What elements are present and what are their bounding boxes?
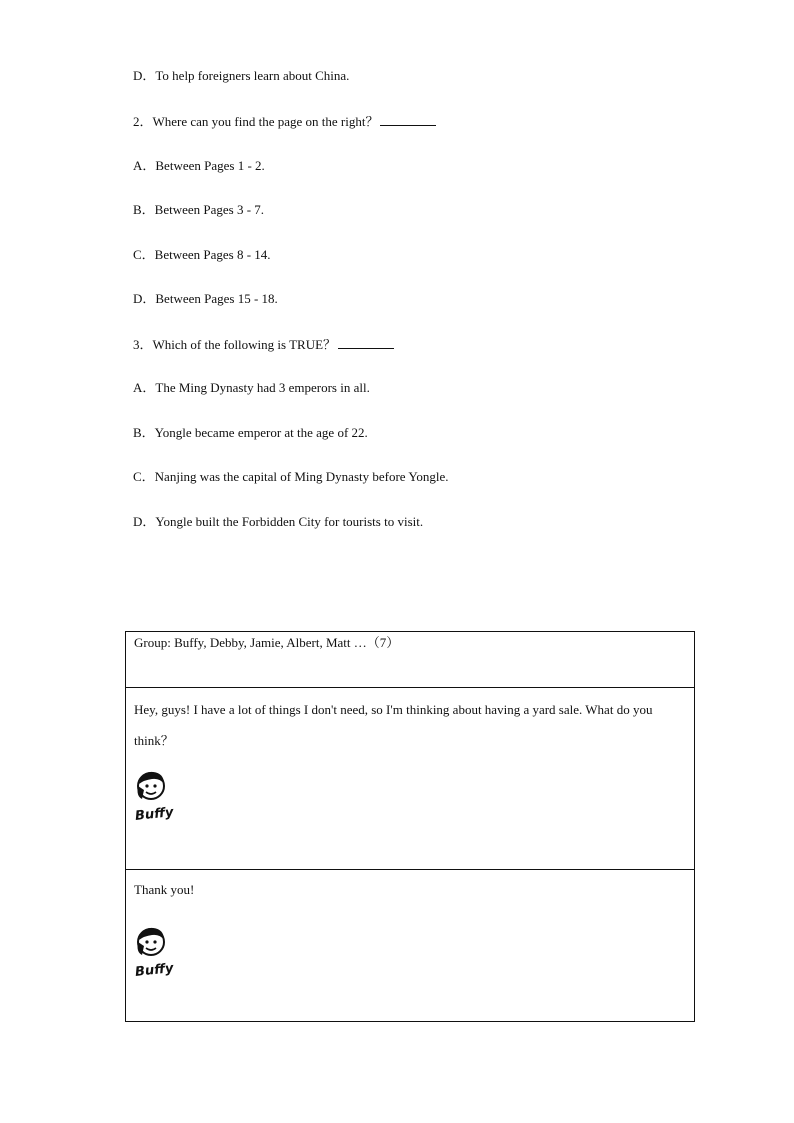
group-header-row	[126, 632, 695, 688]
q2-option-d: D．Between Pages 15 - 18.	[133, 291, 278, 306]
q2-option-c: C．Between Pages 8 - 14.	[133, 247, 271, 262]
q1-option-d: D．To help foreigners learn about China.	[133, 68, 350, 83]
buffy-avatar-icon	[134, 924, 180, 980]
chat-message-row	[126, 870, 695, 1022]
chat-message-row	[126, 688, 695, 870]
q3-option-c: C．Nanjing was the capital of Ming Dynasty before Yongle.	[133, 469, 449, 484]
answer-blank-q2[interactable]	[380, 113, 436, 126]
group-header: Group: Buffy, Debby, Jamie, Albert, Matt …（7）	[126, 632, 695, 688]
q3-option-a: A．The Ming Dynasty had 3 emperors in all.	[133, 380, 370, 395]
message-text: Hey, guys! I have a lot of things I don't need, so I'm thinking about having a yard sale. What do you think？	[134, 702, 653, 748]
buffy-avatar-icon	[134, 768, 180, 824]
q2-option-a: A．Between Pages 1 - 2.	[133, 158, 265, 173]
q3-option-d: D．Yongle built the Forbidden City for tourists to visit.	[133, 514, 424, 529]
answer-blank-q3[interactable]	[338, 336, 394, 349]
q2-option-b: B．Between Pages 3 - 7.	[133, 202, 265, 217]
group-chat-table	[125, 631, 695, 1022]
chat-message	[126, 688, 695, 870]
q3-option-b: B．Yongle became emperor at the age of 22.	[133, 425, 368, 440]
question-2-stem	[133, 113, 436, 130]
question-3-text: 3．Which of the following is TRUE？	[133, 337, 337, 352]
question-3-stem	[133, 336, 394, 353]
message-text: Thank you!	[134, 882, 195, 897]
avatar-name: Buffy	[134, 961, 175, 980]
question-2-text: 2．Where can you find the page on the right？	[133, 114, 379, 129]
avatar-name: Buffy	[134, 805, 175, 824]
chat-message	[126, 870, 695, 1022]
